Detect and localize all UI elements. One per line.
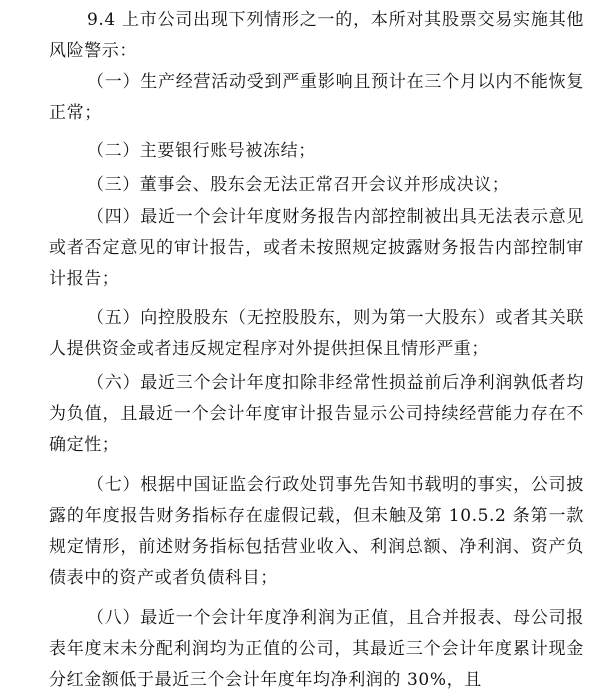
paragraph-item-8: （八）最近一个会计年度净利润为正值，且合并报表、母公司报表年度末未分配利润均为正值的公司，其最近三个会计年度累计现金分红金额低于最近三个会计年度年均净利润的 30%，且 (49, 608, 584, 690)
paragraph-item-2: （二）主要银行账号被冻结； (87, 141, 316, 161)
paragraph-item-5: （五）向控股股东（无控股股东，则为第一大股东）或者其关联人提供资金或者违反规定程序对外提供担保且情形严重； (49, 308, 584, 359)
paragraph-item-3: （三）董事会、股东会无法正常召开会议并形成决议； (87, 175, 510, 195)
paragraph-item-7: （七）根据中国证监会行政处罚事先告知书载明的事实，公司披露的年度报告财务指标存在虚假记载，但未触及第 10.5.2 条第一款规定情形，前述财务指标包括营业收入、利润总额、净利润、资产负债表中的资产或者负债科目； (49, 475, 584, 588)
paragraph-item-4: （四）最近一个会计年度财务报告内部控制被出具无法表示意见或者否定意见的审计报告，或者未按照规定披露财务报告内部控制审计报告； (49, 207, 584, 289)
paragraph-item-6: （六）最近三个会计年度扣除非经常性损益前后净利润孰低者均为负值，且最近一个会计年度审计报告显示公司持续经营能力存在不确定性； (49, 373, 584, 455)
paragraph-item-1: （一）生产经营活动受到严重影响且预计在三个月以内不能恢复正常； (49, 72, 584, 123)
paragraph-9-4-intro: 9.4 上市公司出现下列情形之一的，本所对其股票交易实施其他风险警示： (49, 10, 584, 61)
